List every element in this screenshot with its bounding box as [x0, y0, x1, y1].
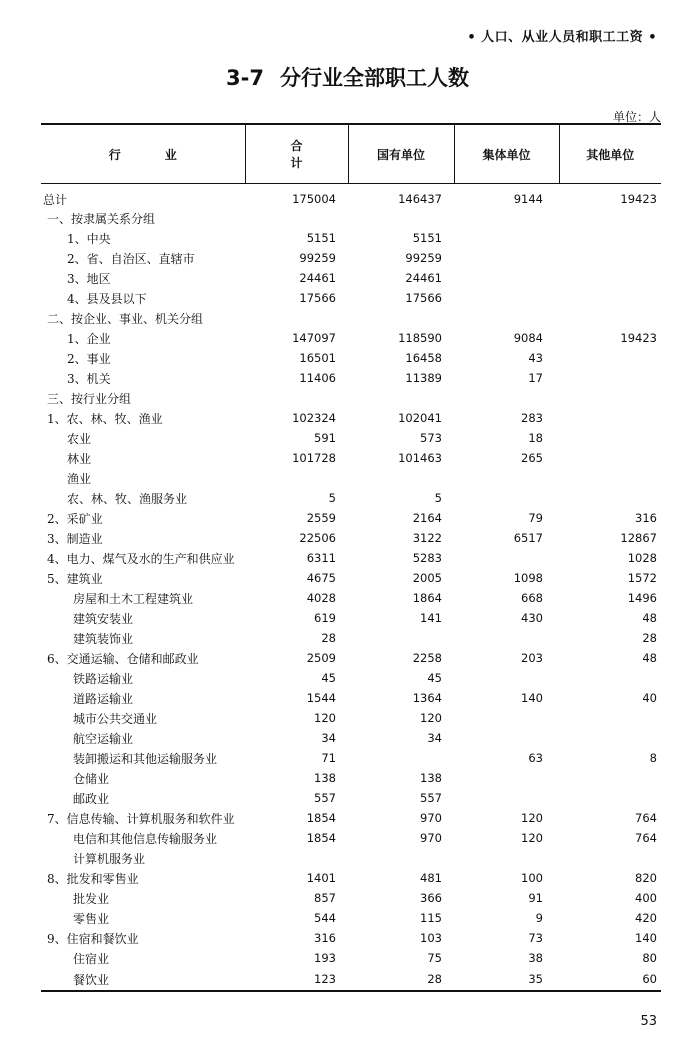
row-state-owned: 45: [427, 671, 442, 685]
header-collective: 集体单位: [454, 124, 559, 184]
row-state-owned: 5: [434, 491, 442, 505]
table-row: [41, 548, 661, 568]
row-total: 17566: [299, 291, 336, 305]
row-state-owned: 970: [420, 811, 442, 825]
row-collective: [454, 248, 559, 268]
row-state-owned: 2258: [412, 651, 442, 665]
row-state-owned: 118590: [398, 331, 442, 345]
row-total: 193: [314, 951, 336, 965]
row-name: 仓储业: [73, 771, 110, 786]
row-total: 24461: [299, 271, 336, 285]
row-total: 28: [321, 631, 336, 645]
row-other: [559, 668, 661, 688]
row-collective: [454, 708, 559, 728]
row-collective: [454, 768, 559, 788]
row-state-owned: [348, 468, 454, 488]
row-other: 28: [642, 631, 657, 645]
row-name: 渔业: [67, 471, 92, 486]
row-state-owned: 557: [420, 791, 442, 805]
row-other: 19423: [620, 192, 657, 206]
row-collective: 91: [528, 891, 543, 905]
table-row: [41, 908, 661, 928]
row-name: 住宿业: [73, 951, 110, 966]
row-total: 6311: [306, 551, 336, 565]
table-number: 3-7: [226, 66, 264, 90]
row-state-owned: 75: [427, 951, 442, 965]
row-collective: [454, 288, 559, 308]
table-row: [41, 248, 661, 268]
table-row: [41, 688, 661, 708]
table-row: [41, 888, 661, 908]
table-row: [41, 928, 661, 948]
row-other: 12867: [620, 531, 657, 545]
row-other: 48: [642, 651, 657, 665]
row-total: 147097: [292, 331, 336, 345]
table-row: [41, 268, 661, 288]
row-total: 5: [328, 491, 336, 505]
table-row: [41, 568, 661, 588]
table-row: [41, 368, 661, 388]
row-state-owned: [348, 628, 454, 648]
table-row: [41, 288, 661, 308]
table-row: [41, 228, 661, 248]
header-state-owned: 国有单位: [348, 124, 454, 184]
row-name: 餐饮业: [41, 968, 245, 991]
row-state-owned: 5151: [412, 231, 442, 245]
row-collective: [454, 788, 559, 808]
row-total: [245, 848, 348, 868]
row-collective: [454, 228, 559, 248]
row-other: [559, 428, 661, 448]
row-name: 林业: [67, 451, 92, 466]
row-collective: 1098: [513, 571, 543, 585]
row-name: 农业: [67, 431, 92, 446]
row-other: [559, 408, 661, 428]
unit-label: 单位：人: [612, 110, 661, 124]
row-name: 装卸搬运和其他运输服务业: [73, 751, 218, 766]
row-name: 房屋和土木工程建筑业: [73, 591, 194, 606]
table-row: [41, 848, 661, 868]
row-state-owned: 28: [348, 968, 454, 991]
row-total: 123: [245, 968, 348, 991]
row-name: 航空运输业: [73, 731, 134, 746]
row-state-owned: 2164: [412, 511, 442, 525]
row-name: 4、县及县以下: [67, 291, 147, 306]
table-row: [41, 428, 661, 448]
row-other: [559, 248, 661, 268]
row-collective: 6517: [513, 531, 543, 545]
row-other: 316: [635, 511, 657, 525]
row-name: 3、机关: [67, 371, 111, 386]
row-name: 8、批发和零售业: [47, 871, 139, 886]
table-row: [41, 588, 661, 608]
row-name: 城市公共交通业: [73, 711, 158, 726]
row-state-owned: 138: [420, 771, 442, 785]
row-name: 农、林、牧、渔服务业: [67, 491, 188, 506]
row-total: 138: [314, 771, 336, 785]
row-other: [559, 768, 661, 788]
employee-table: [41, 123, 661, 992]
row-other: [559, 308, 661, 328]
table-row: [41, 508, 661, 528]
row-other: [559, 368, 661, 388]
table-row: [41, 528, 661, 548]
row-collective: 9144: [513, 192, 543, 206]
row-total: 591: [314, 431, 336, 445]
row-name: 铁路运输业: [73, 671, 134, 686]
row-total: [245, 468, 348, 488]
row-collective: [454, 848, 559, 868]
row-other: [559, 388, 661, 408]
table-row: [41, 968, 661, 991]
row-total: [245, 388, 348, 408]
header-other: 其他单位: [559, 124, 661, 184]
row-collective: [454, 488, 559, 508]
row-state-owned: 573: [420, 431, 442, 445]
table-title: 分行业全部职工人数: [279, 66, 469, 90]
row-total: [245, 208, 348, 228]
row-state-owned: 1364: [412, 691, 442, 705]
row-collective: [454, 728, 559, 748]
row-collective: [454, 548, 559, 568]
row-state-owned: [348, 848, 454, 868]
row-name: 一、按隶属关系分组: [47, 211, 156, 226]
row-name: 1、企业: [67, 331, 111, 346]
table-row: [41, 648, 661, 668]
row-name: 6、交通运输、仓储和邮政业: [47, 651, 199, 666]
row-collective: 100: [521, 871, 543, 885]
row-state-owned: 17566: [405, 291, 442, 305]
row-collective: 9: [535, 911, 543, 925]
table-row: [41, 388, 661, 408]
row-name: 邮政业: [73, 791, 110, 806]
row-total: 1854: [306, 831, 336, 845]
row-total: 1544: [306, 691, 336, 705]
row-other: 764: [635, 831, 657, 845]
row-name: 7、信息传输、计算机服务和软件业: [47, 811, 235, 826]
row-collective: [454, 208, 559, 228]
row-state-owned: 24461: [405, 271, 442, 285]
table-row: [41, 608, 661, 628]
row-total: 619: [314, 611, 336, 625]
page-number: 53: [640, 1014, 657, 1029]
row-collective: [454, 268, 559, 288]
row-state-owned: 34: [427, 731, 442, 745]
row-name: 电信和其他信息传输服务业: [73, 831, 218, 846]
row-collective: [454, 628, 559, 648]
row-collective: 73: [528, 931, 543, 945]
row-other: [559, 348, 661, 368]
row-name: 计算机服务业: [73, 851, 146, 866]
row-other: 400: [635, 891, 657, 905]
row-name: 1、中央: [67, 231, 111, 246]
row-name: 2、采矿业: [47, 511, 103, 526]
row-collective: 120: [521, 831, 543, 845]
table-row: [41, 868, 661, 888]
row-collective: [454, 468, 559, 488]
row-name: 道路运输业: [73, 691, 134, 706]
row-name: 三、按行业分组: [47, 391, 132, 406]
row-total: 1854: [306, 811, 336, 825]
row-state-owned: 103: [420, 931, 442, 945]
row-other: [559, 228, 661, 248]
table-row: [41, 184, 661, 209]
row-name: 3、地区: [67, 271, 111, 286]
table-row: [41, 788, 661, 808]
row-collective: 283: [521, 411, 543, 425]
row-other: 19423: [620, 331, 657, 345]
table-row: [41, 948, 661, 968]
row-other: 420: [635, 911, 657, 925]
row-collective: 17: [528, 371, 543, 385]
row-collective: 9084: [513, 331, 543, 345]
row-other: 48: [642, 611, 657, 625]
row-collective: [454, 388, 559, 408]
page-title: [0, 62, 695, 92]
row-other: 140: [635, 931, 657, 945]
running-head: • 人口、从业人员和职工工资 •: [467, 30, 657, 45]
row-state-owned: 11389: [405, 371, 442, 385]
row-total: 175004: [292, 192, 336, 206]
row-total: 4675: [306, 571, 336, 585]
table-body: [41, 184, 661, 992]
row-state-owned: [348, 308, 454, 328]
row-other: 1028: [627, 551, 657, 565]
row-state-owned: 141: [420, 611, 442, 625]
row-state-owned: 481: [420, 871, 442, 885]
row-state-owned: 366: [420, 891, 442, 905]
row-other: [559, 728, 661, 748]
row-state-owned: 5283: [412, 551, 442, 565]
row-name: 总计: [43, 192, 68, 207]
row-state-owned: 146437: [398, 192, 442, 206]
row-state-owned: [348, 748, 454, 768]
row-collective: 203: [521, 651, 543, 665]
row-total: 557: [314, 791, 336, 805]
row-state-owned: 99259: [405, 251, 442, 265]
row-collective: 43: [528, 351, 543, 365]
table-row: [41, 828, 661, 848]
table-row: [41, 808, 661, 828]
row-name: 建筑安装业: [73, 611, 134, 626]
row-state-owned: 970: [420, 831, 442, 845]
table-row: [41, 728, 661, 748]
row-other: [559, 468, 661, 488]
row-total: 45: [321, 671, 336, 685]
row-other: [559, 708, 661, 728]
table-row: [41, 208, 661, 228]
row-other: [559, 848, 661, 868]
row-name: 零售业: [73, 911, 110, 926]
row-total: 4028: [306, 591, 336, 605]
row-collective: 38: [528, 951, 543, 965]
row-collective: 35: [454, 968, 559, 991]
header-total: 合计: [245, 124, 348, 184]
row-other: [559, 268, 661, 288]
row-collective: [454, 308, 559, 328]
row-other: 820: [635, 871, 657, 885]
row-collective: 120: [521, 811, 543, 825]
row-total: 316: [314, 931, 336, 945]
table-row: [41, 328, 661, 348]
row-total: 99259: [299, 251, 336, 265]
row-state-owned: 1864: [412, 591, 442, 605]
row-total: 1401: [306, 871, 336, 885]
row-name: 2、事业: [67, 351, 111, 366]
row-total: 34: [321, 731, 336, 745]
row-state-owned: 3122: [412, 531, 442, 545]
header-industry: 行业: [41, 124, 245, 184]
row-other: 8: [649, 751, 657, 765]
row-total: 120: [314, 711, 336, 725]
row-state-owned: 101463: [398, 451, 442, 465]
row-name: 2、省、自治区、直辖市: [67, 251, 195, 266]
row-state-owned: 115: [420, 911, 442, 925]
row-total: 11406: [299, 371, 336, 385]
row-collective: 668: [521, 591, 543, 605]
table-row: [41, 308, 661, 328]
row-collective: [454, 668, 559, 688]
row-total: 102324: [292, 411, 336, 425]
table-row: [41, 668, 661, 688]
table-row: [41, 708, 661, 728]
row-collective: 79: [528, 511, 543, 525]
row-other: [559, 208, 661, 228]
table-row: [41, 768, 661, 788]
row-other: [559, 488, 661, 508]
row-name: 9、住宿和餐饮业: [47, 931, 139, 946]
row-collective: 63: [528, 751, 543, 765]
table-row: [41, 488, 661, 508]
row-total: 544: [314, 911, 336, 925]
row-state-owned: [348, 388, 454, 408]
row-total: 22506: [299, 531, 336, 545]
row-total: 5151: [306, 231, 336, 245]
row-collective: 140: [521, 691, 543, 705]
table-row: [41, 348, 661, 368]
table-row: [41, 468, 661, 488]
row-other: 764: [635, 811, 657, 825]
row-total: 2509: [306, 651, 336, 665]
row-other: 60: [559, 968, 661, 991]
row-total: 857: [314, 891, 336, 905]
row-name: 3、制造业: [47, 531, 103, 546]
row-name: 1、农、林、牧、渔业: [47, 411, 163, 426]
row-name: 4、电力、煤气及水的生产和供应业: [47, 551, 235, 566]
row-other: 80: [642, 951, 657, 965]
row-collective: 430: [521, 611, 543, 625]
table-header-row: [41, 124, 661, 184]
row-other: 1496: [627, 591, 657, 605]
table-row: [41, 748, 661, 768]
row-other: [559, 448, 661, 468]
table-row: [41, 628, 661, 648]
row-name: 批发业: [73, 891, 110, 906]
table-row: [41, 408, 661, 428]
row-collective: 265: [521, 451, 543, 465]
row-state-owned: 120: [420, 711, 442, 725]
row-name: 5、建筑业: [47, 571, 103, 586]
row-other: [559, 788, 661, 808]
row-other: [559, 288, 661, 308]
row-state-owned: 102041: [398, 411, 442, 425]
table-row: [41, 448, 661, 468]
row-name: 二、按企业、事业、机关分组: [47, 311, 204, 326]
row-total: 16501: [299, 351, 336, 365]
row-state-owned: 2005: [412, 571, 442, 585]
row-total: 101728: [292, 451, 336, 465]
row-collective: 18: [528, 431, 543, 445]
employee-table-container: [41, 123, 661, 992]
row-other: 1572: [627, 571, 657, 585]
row-name: 建筑装饰业: [73, 631, 134, 646]
row-state-owned: [348, 208, 454, 228]
row-state-owned: 16458: [405, 351, 442, 365]
row-total: 71: [321, 751, 336, 765]
row-total: [245, 308, 348, 328]
row-total: 2559: [306, 511, 336, 525]
row-other: 40: [642, 691, 657, 705]
